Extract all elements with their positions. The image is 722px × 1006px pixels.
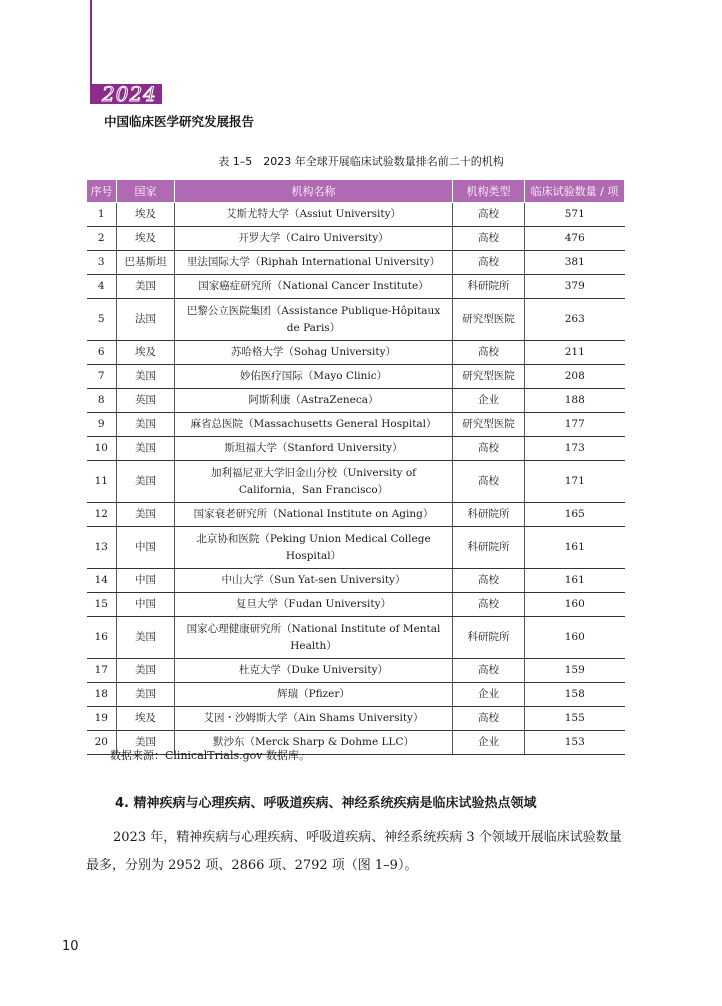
cell-institution: 北京协和医院（Peking Union Medical College Hospital） (175, 527, 453, 569)
cell-institution: 复旦大学（Fudan University） (175, 593, 453, 617)
cell-rank: 20 (87, 731, 117, 755)
table-row (87, 569, 625, 593)
cell-count: 177 (525, 413, 625, 437)
cell-type: 高校 (453, 659, 525, 683)
table-row (87, 461, 625, 503)
cell-country: 埃及 (117, 707, 175, 731)
table-row (87, 707, 625, 731)
cell-type: 高校 (453, 437, 525, 461)
cell-count: 571 (525, 203, 625, 227)
cell-institution: 苏哈格大学（Sohag University） (175, 341, 453, 365)
cell-type: 科研院所 (453, 503, 525, 527)
cell-country: 中国 (117, 569, 175, 593)
cell-rank: 16 (87, 617, 117, 659)
cell-institution: 国家心理健康研究所（National Institute of Mental Health） (175, 617, 453, 659)
cell-institution: 巴黎公立医院集团（Assistance Publique-Hôpitaux de Paris） (175, 299, 453, 341)
cell-rank: 12 (87, 503, 117, 527)
cell-country: 巴基斯坦 (117, 251, 175, 275)
cell-institution: 斯坦福大学（Stanford University） (175, 437, 453, 461)
report-title: 中国临床医学研究发展报告 (104, 114, 255, 129)
cell-type: 高校 (453, 227, 525, 251)
cell-rank: 10 (87, 437, 117, 461)
cell-count: 158 (525, 683, 625, 707)
cell-rank: 1 (87, 203, 117, 227)
cell-country: 美国 (117, 365, 175, 389)
section-heading: 4. 精神疾病与心理疾病、呼吸道疾病、神经系统疾病是临床试验热点领域 (115, 796, 537, 811)
data-source-note: 数据来源：ClinicalTrials.gov 数据库。 (110, 749, 310, 762)
cell-country: 美国 (117, 275, 175, 299)
cell-country: 埃及 (117, 227, 175, 251)
header-accent-line (90, 0, 92, 92)
cell-institution: 中山大学（Sun Yat-sen University） (175, 569, 453, 593)
cell-rank: 6 (87, 341, 117, 365)
cell-type: 企业 (453, 683, 525, 707)
cell-institution: 艾斯尤特大学（Assiut University） (175, 203, 453, 227)
cell-count: 171 (525, 461, 625, 503)
cell-rank: 11 (87, 461, 117, 503)
cell-rank: 18 (87, 683, 117, 707)
cell-type: 研究型医院 (453, 413, 525, 437)
cell-count: 153 (525, 731, 625, 755)
table-row (87, 659, 625, 683)
cell-type: 高校 (453, 569, 525, 593)
cell-type: 高校 (453, 251, 525, 275)
table-row (87, 683, 625, 707)
cell-country: 美国 (117, 617, 175, 659)
cell-country: 英国 (117, 389, 175, 413)
cell-rank: 14 (87, 569, 117, 593)
cell-type: 高校 (453, 461, 525, 503)
cell-type: 研究型医院 (453, 365, 525, 389)
cell-institution: 国家癌症研究所（National Cancer Institute） (175, 275, 453, 299)
table-row (87, 341, 625, 365)
cell-institution: 默沙东（Merck Sharp & Dohme LLC） (175, 731, 453, 755)
cell-rank: 15 (87, 593, 117, 617)
cell-institution: 国家衰老研究所（National Institute on Aging） (175, 503, 453, 527)
table-header-row (87, 180, 625, 203)
table-row (87, 275, 625, 299)
cell-rank: 7 (87, 365, 117, 389)
cell-country: 埃及 (117, 203, 175, 227)
cell-country: 美国 (117, 503, 175, 527)
cell-type: 研究型医院 (453, 299, 525, 341)
table-caption: 表 1–5 2023 年全球开展临床试验数量排名前二十的机构 (218, 155, 504, 168)
cell-type: 高校 (453, 707, 525, 731)
cell-country: 埃及 (117, 341, 175, 365)
cell-type: 科研院所 (453, 617, 525, 659)
cell-count: 159 (525, 659, 625, 683)
cell-country: 美国 (117, 437, 175, 461)
cell-institution: 麻省总医院（Massachusetts General Hospital） (175, 413, 453, 437)
column-header: 序号 (87, 180, 117, 203)
cell-institution: 开罗大学（Cairo University） (175, 227, 453, 251)
cell-country: 中国 (117, 593, 175, 617)
cell-country: 美国 (117, 683, 175, 707)
cell-count: 173 (525, 437, 625, 461)
table-row (87, 617, 625, 659)
institutions-table (86, 179, 625, 755)
cell-rank: 4 (87, 275, 117, 299)
table-row (87, 527, 625, 569)
cell-count: 160 (525, 593, 625, 617)
cell-type: 高校 (453, 341, 525, 365)
cell-rank: 2 (87, 227, 117, 251)
cell-count: 379 (525, 275, 625, 299)
cell-count: 161 (525, 569, 625, 593)
table-row (87, 299, 625, 341)
cell-country: 中国 (117, 527, 175, 569)
cell-count: 381 (525, 251, 625, 275)
cell-institution: 辉瑞（Pfizer） (175, 683, 453, 707)
cell-count: 160 (525, 617, 625, 659)
column-header: 国家 (117, 180, 175, 203)
cell-count: 155 (525, 707, 625, 731)
cell-count: 476 (525, 227, 625, 251)
cell-country: 美国 (117, 461, 175, 503)
cell-institution: 艾因・沙姆斯大学（Ain Shams University） (175, 707, 453, 731)
column-header: 机构名称 (175, 180, 453, 203)
table-row (87, 251, 625, 275)
cell-rank: 19 (87, 707, 117, 731)
cell-rank: 8 (87, 389, 117, 413)
table-row (87, 593, 625, 617)
cell-country: 法国 (117, 299, 175, 341)
cell-institution: 里法国际大学（Riphah International University） (175, 251, 453, 275)
cell-type: 企业 (453, 389, 525, 413)
page-number: 10 (62, 939, 79, 954)
cell-type: 科研院所 (453, 275, 525, 299)
table-row (87, 503, 625, 527)
cell-count: 161 (525, 527, 625, 569)
cell-type: 高校 (453, 203, 525, 227)
cell-count: 165 (525, 503, 625, 527)
cell-count: 263 (525, 299, 625, 341)
table-row (87, 437, 625, 461)
cell-institution: 杜克大学（Duke University） (175, 659, 453, 683)
table-row (87, 227, 625, 251)
cell-country: 美国 (117, 659, 175, 683)
cell-institution: 阿斯利康（AstraZeneca） (175, 389, 453, 413)
cell-count: 208 (525, 365, 625, 389)
cell-country: 美国 (117, 731, 175, 755)
table-row (87, 365, 625, 389)
cell-type: 企业 (453, 731, 525, 755)
cell-count: 211 (525, 341, 625, 365)
column-header: 机构类型 (453, 180, 525, 203)
table-row (87, 389, 625, 413)
cell-rank: 3 (87, 251, 117, 275)
cell-institution: 加利福尼亚大学旧金山分校（University of California，San Francisco） (175, 461, 453, 503)
cell-rank: 9 (87, 413, 117, 437)
body-paragraph: 2023 年，精神疾病与心理疾病、呼吸道疾病、神经系统疾病 3 个领域开展临床试验数量最多，分别为 2952 项、2866 项、2792 项（图 1–9）。 (86, 830, 622, 873)
cell-institution: 妙佑医疗国际（Mayo Clinic） (175, 365, 453, 389)
table-row (87, 203, 625, 227)
cell-country: 美国 (117, 413, 175, 437)
header-year: 2024 (102, 82, 157, 106)
cell-type: 高校 (453, 593, 525, 617)
cell-type: 科研院所 (453, 527, 525, 569)
cell-rank: 17 (87, 659, 117, 683)
column-header: 临床试验数量 / 项 (525, 180, 625, 203)
cell-count: 188 (525, 389, 625, 413)
table-row (87, 413, 625, 437)
cell-rank: 5 (87, 299, 117, 341)
cell-rank: 13 (87, 527, 117, 569)
